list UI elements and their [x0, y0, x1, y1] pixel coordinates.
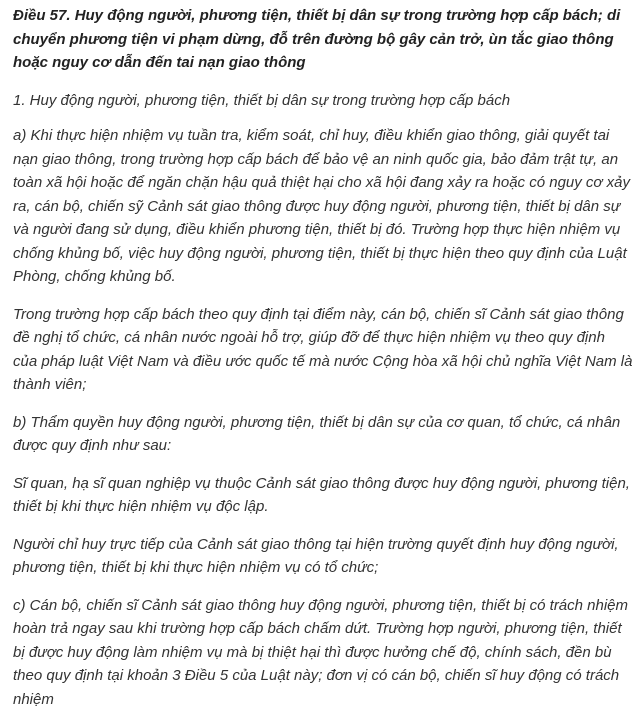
paragraph-a: a) Khi thực hiện nhiệm vụ tuần tra, kiểm soát, chỉ huy, điều khiển giao thông, giải quyết tai nạn giao thông, trong trường hợp cấp bách để bảo vệ an ninh quốc gia, bảo đảm trật tự, an toàn xã hội hoặc để ngăn chặn hậu quả thiệt hại cho xã hội đang xảy ra hoặc có nguy cơ xảy ra, cán bộ, chiến sỹ Cảnh sát giao thông được huy động người, phương tiện, thiết bị dân sự và người đang sử dụng, điều khiển phương tiện, thiết bị đó. Trường hợp thực hiện nhiệm vụ chống khủng bố, việc huy động người, phương tiện, thiết bị thực hiện theo quy định của Luật Phòng, chống khủng bố.	[13, 127, 630, 285]
paragraph-b-commander: Người chỉ huy trực tiếp của Cảnh sát giao thông tại hiện trường quyết định huy động người, phương tiện, thiết bị khi thực hiện nhiệm vụ có tổ chức;	[13, 535, 619, 576]
paragraph-a-continued: Trong trường hợp cấp bách theo quy định tại điểm này, cán bộ, chiến sĩ Cảnh sát giao thông đề nghị tổ chức, cá nhân nước ngoài hỗ trợ, giúp đỡ để thực hiện nhiệm vụ theo quy định của pháp luật Việt Nam và điều ước quốc tế mà nước Cộng hòa xã hội chủ nghĩa Việt Nam là thành viên;	[13, 305, 633, 393]
article-title: Điều 57. Huy động người, phương tiện, thiết bị dân sự trong trường hợp cấp bách; di chuyển phương tiện vi phạm dừng, đỗ trên đường bộ gây cản trở, ùn tắc giao thông hoặc nguy cơ dẫn đến tai nạn giao thông	[13, 7, 621, 71]
section-heading: 1. Huy động người, phương tiện, thiết bị dân sự trong trường hợp cấp bách	[13, 91, 511, 109]
paragraph-c: c) Cán bộ, chiến sĩ Cảnh sát giao thông huy động người, phương tiện, thiết bị có trách nhiệm hoàn trả ngay sau khi trường hợp cấp bách chấm dứt. Trường hợp người, phương tiện, thiết bị được huy động làm nhiệm vụ mà bị thiệt hại thì được hưởng chế độ, chính sách, đền bù theo quy định tại khoản 3 Điều 5 của Luật này; đơn vị có cán bộ, chiến sĩ huy động có trách nhiệm	[13, 596, 629, 708]
article-body	[13, 4, 633, 725]
paragraph-b: b) Thẩm quyền huy động người, phương tiện, thiết bị dân sự của cơ quan, tổ chức, cá nhân được quy định như sau:	[13, 413, 621, 454]
paragraph-b-officers: Sĩ quan, hạ sĩ quan nghiệp vụ thuộc Cảnh sát giao thông được huy động người, phương tiện, thiết bị khi thực hiện nhiệm vụ độc lập.	[13, 474, 630, 515]
